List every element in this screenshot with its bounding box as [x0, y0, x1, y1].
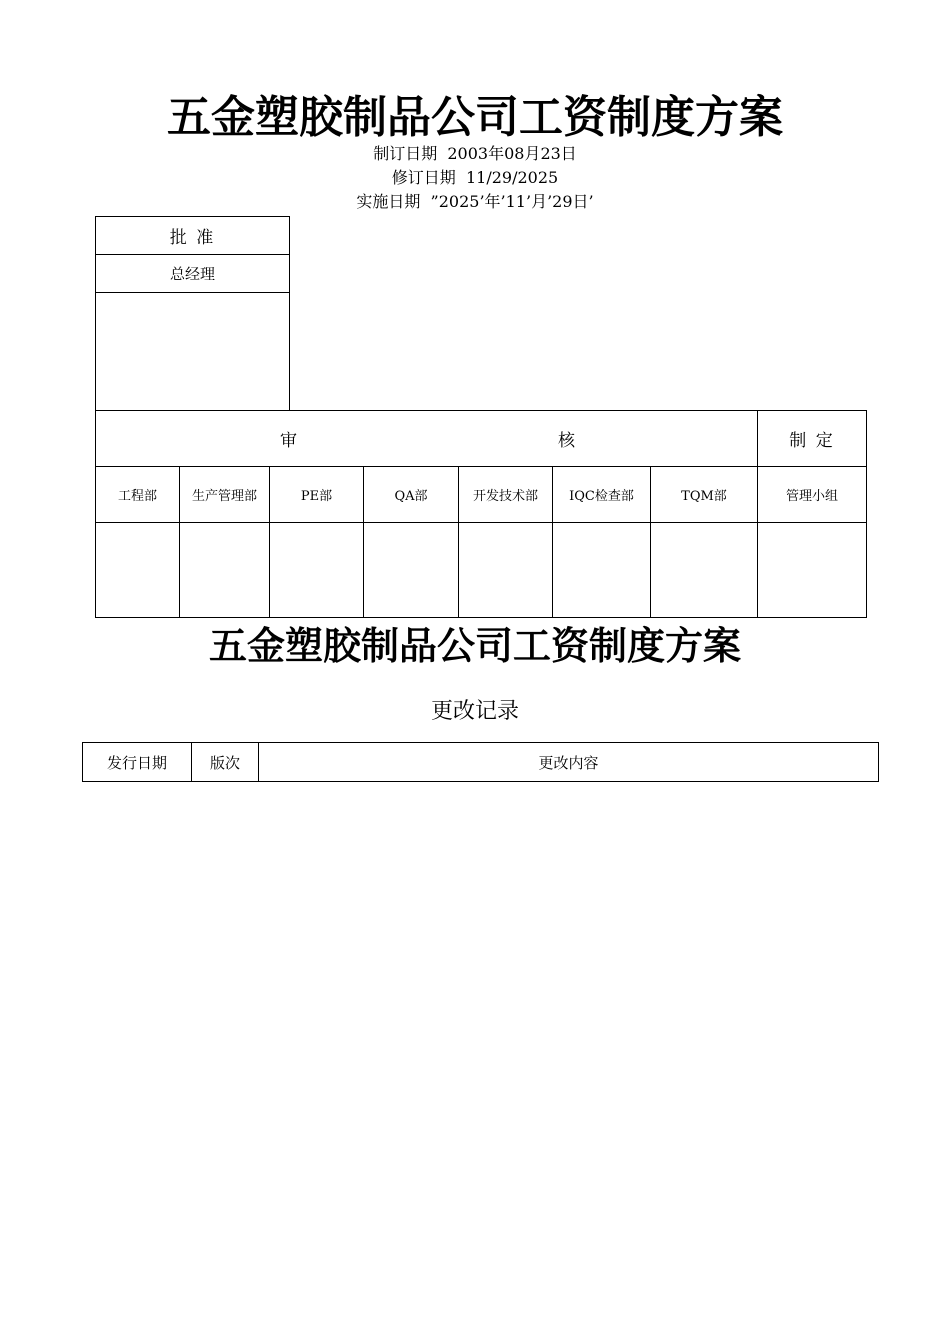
change-record-heading: 更改记录: [430, 699, 519, 724]
review-label-right: 核: [558, 431, 577, 451]
signature-cell-management-group[interactable]: [757, 522, 867, 618]
document-title-repeat: 五金塑胶制品公司工资制度方案: [208, 624, 741, 668]
review-label-left: 审: [280, 431, 299, 451]
established-date: 制订日期 2003年08月23日: [373, 144, 577, 163]
dept-production-management: 生产管理部: [179, 466, 270, 523]
dept-pe: PE部: [269, 466, 364, 523]
review-header-cell: [95, 410, 758, 467]
prepare-header: 制 定: [757, 410, 867, 467]
dept-tqm: TQM部: [650, 466, 758, 523]
dept-development: 开发技术部: [458, 466, 553, 523]
signature-cell-iqc[interactable]: [552, 522, 651, 618]
signature-cell-engineering[interactable]: [95, 522, 180, 618]
signature-cell-pe[interactable]: [269, 522, 364, 618]
signature-cell-qa[interactable]: [363, 522, 459, 618]
signature-cell-production-management[interactable]: [179, 522, 270, 618]
approval-header: 批 准: [95, 216, 290, 255]
signature-cell-tqm[interactable]: [650, 522, 758, 618]
approval-signature-cell[interactable]: [95, 292, 290, 411]
dept-iqc: IQC检查部: [552, 466, 651, 523]
revised-date: 修订日期 11/29/2025: [391, 168, 559, 187]
col-issue-date: 发行日期: [82, 742, 192, 782]
dept-qa: QA部: [363, 466, 459, 523]
effective-date: 实施日期 ”2025’年’11’月’29日’: [356, 192, 594, 211]
dept-management-group: 管理小组: [757, 466, 867, 523]
col-version: 版次: [191, 742, 259, 782]
document-title: 五金塑胶制品公司工资制度方案: [167, 92, 783, 143]
approval-role: 总经理: [95, 254, 290, 293]
dept-engineering: 工程部: [95, 466, 180, 523]
col-change-content: 更改内容: [258, 742, 879, 782]
signature-cell-development[interactable]: [458, 522, 553, 618]
